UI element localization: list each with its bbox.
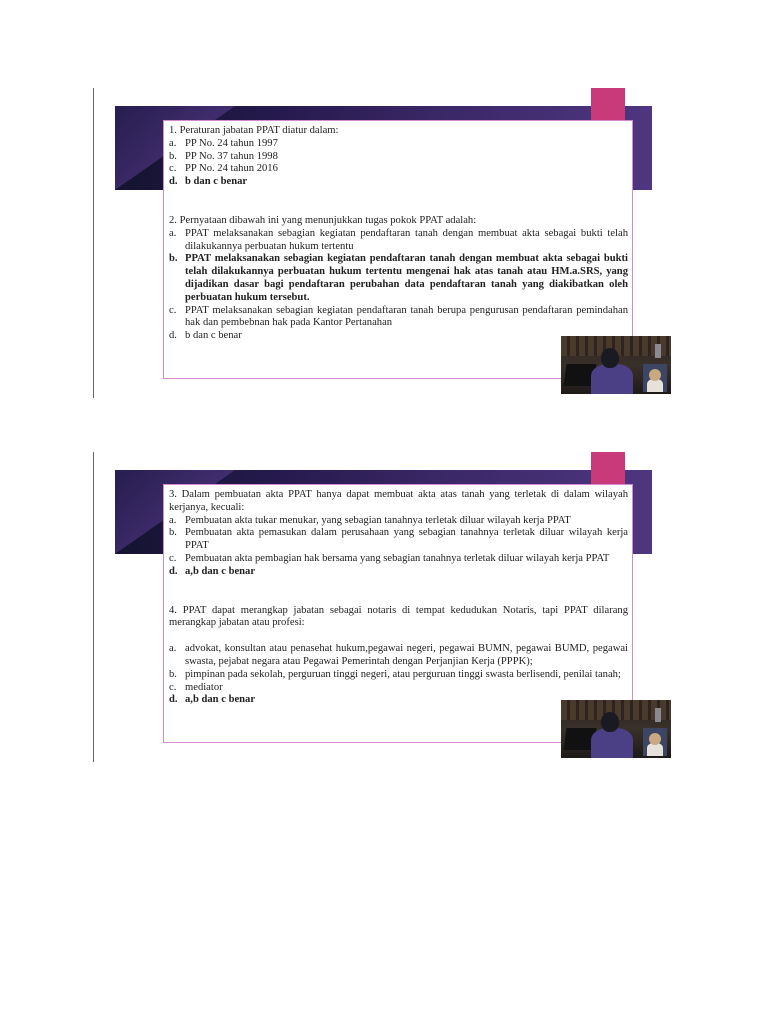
option-row: [169, 138, 628, 151]
participant-avatar: [643, 728, 667, 756]
option-text: PPAT melaksanakan sebagian kegiatan pendaftaran tanah berupa pengurusan pendaftaran pemindahan hak dan pembebnan hak pada Kantor Pertanahan: [185, 304, 628, 329]
option-text: advokat, konsultan atau penasehat hukum,pegawai negeri, pegawai BUMN, pegawai BUMD, pegawai swasta, pejabat negara atau Pegawai Pemerintah dengan Perjanjian Kerja (PPPK);: [185, 643, 628, 667]
option-text: PP No. 37 tahun 1998: [185, 150, 278, 162]
option-text: b dan c benar: [185, 176, 248, 188]
option-text: PPAT melaksanakan sebagian kegiatan pendaftaran tanah dengan membuat akta sebagai bukti telah dilakukannya perbuatan hukum tertentu mengenai hak atas tanah atau HM.a.SRS, yang dijadikan dasar bagi pendaftaran perubahan data pendaftaran tanah yang diakibatkan oleh perbuatan hukum tersebut.: [185, 253, 628, 303]
option-row-answer: [169, 566, 628, 579]
option-letter: a.: [169, 137, 177, 149]
option-row: [169, 682, 628, 695]
option-text: pimpinan pada sekolah, perguruan tinggi negeri, atau perguruan tinggi swasta berlisendi, penilai tanah;: [185, 668, 621, 680]
option-letter: a.: [169, 643, 177, 655]
option-row: [169, 515, 628, 528]
option-letter: b.: [169, 150, 177, 162]
option-row: [169, 305, 628, 331]
webcam-thumbnail: [561, 336, 671, 394]
option-row-answer: [169, 176, 628, 189]
option-letter: c.: [169, 304, 177, 316]
option-row: [169, 228, 628, 254]
option-letter: d.: [169, 565, 178, 577]
option-row: [169, 163, 628, 176]
option-text: Pembuatan akta tukar menukar, yang sebagian tanahnya terletak diluar wilayah kerja PPAT: [185, 514, 571, 526]
option-row: [169, 553, 628, 566]
question-text: 3. Dalam pembuatan akta PPAT hanya dapat membuat akta atas tanah yang terletak di dalam wilayah kerjanya, kecuali:: [169, 489, 628, 513]
option-letter: a.: [169, 227, 177, 239]
accent-square: [591, 452, 625, 484]
webcam-thumbnail: [561, 700, 671, 758]
accent-square: [591, 88, 625, 120]
page-margin-line: [93, 88, 94, 398]
slide-2: [0, 448, 768, 768]
option-text: Pembuatan akta pembagian hak bersama yang sebagian tanahnya terletak diluar wilayah kerja PPAT: [185, 552, 610, 564]
option-row: [169, 527, 628, 553]
question-text: 2. Pernyataan dibawah ini yang menunjukkan tugas pokok PPAT adalah:: [169, 214, 477, 226]
option-row: [169, 643, 628, 669]
option-text: a,b dan c benar: [185, 565, 256, 577]
option-letter: c.: [169, 681, 177, 693]
question-text: 4. PPAT dapat merangkap jabatan sebagai notaris di tempat kedudukan Notaris, tapi PPAT dilarang merangkap jabatan atau profesi:: [169, 604, 628, 629]
option-text: mediator: [185, 681, 223, 693]
option-letter: b.: [169, 668, 177, 680]
option-letter: c.: [169, 552, 177, 564]
slide-1: [0, 84, 768, 404]
option-text: PPAT melaksanakan sebagian kegiatan pendaftaran tanah dengan membuat akta sebagai bukti telah dilakukannya perbuatan hukum tertentu: [185, 227, 628, 252]
option-text: PP No. 24 tahun 2016: [185, 163, 278, 175]
participant-avatar: [643, 364, 667, 392]
option-row: [169, 330, 628, 343]
option-text: Pembuatan akta pemasukan dalam perusahaan yang sebagian tanahnya terletak diluar wilayah kerja PPAT: [185, 527, 628, 552]
option-letter: b.: [169, 253, 178, 265]
presenter-avatar: [601, 712, 619, 732]
option-letter: d.: [169, 176, 178, 188]
option-row: [169, 151, 628, 164]
option-text: a,b dan c benar: [185, 694, 256, 706]
question-text: 1. Peraturan jabatan PPAT diatur dalam:: [169, 125, 339, 136]
option-row: [169, 669, 628, 682]
option-row-answer: [169, 694, 628, 707]
option-letter: b.: [169, 527, 177, 539]
option-letter: d.: [169, 330, 177, 342]
option-text: PP No. 24 tahun 1997: [185, 137, 278, 149]
option-text: b dan c benar: [185, 330, 242, 342]
presenter-avatar: [601, 348, 619, 368]
option-letter: a.: [169, 514, 177, 526]
page-margin-line: [93, 452, 94, 762]
option-row-answer: [169, 253, 628, 304]
option-letter: d.: [169, 694, 178, 706]
option-letter: c.: [169, 163, 177, 175]
